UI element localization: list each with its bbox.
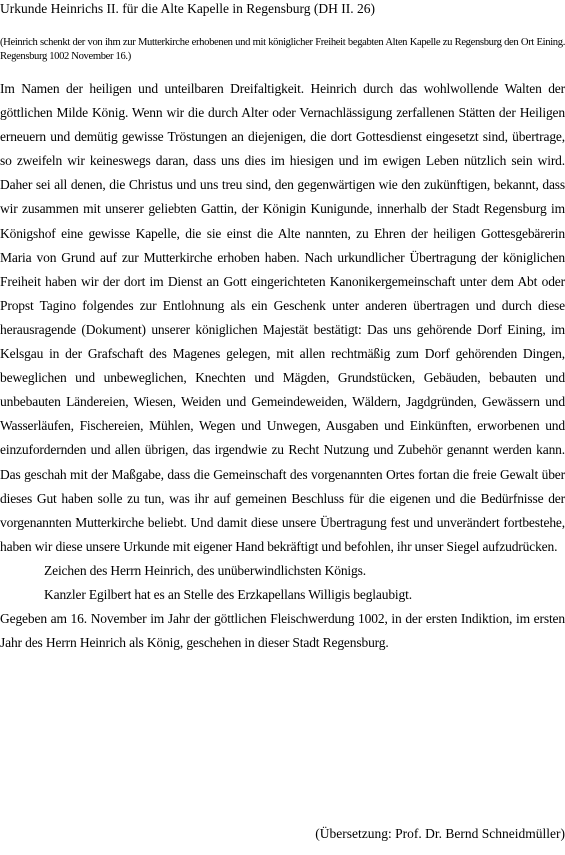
translator-credit: (Übersetzung: Prof. Dr. Bernd Schneidmüller) (315, 826, 565, 841)
dating-paragraph: Gegeben am 16. November im Jahr der göttlichen Fleischwerdung 1002, in der ersten Indiktion, im ersten Jahr des Herrn Heinrich als König, geschehen in dieser Stadt Regensburg. (0, 611, 565, 651)
document-body (0, 77, 565, 655)
document-title: Urkunde Heinrichs II. für die Alte Kapelle in Regensburg (DH II. 26) (0, 1, 376, 16)
signum-line: Zeichen des Herrn Heinrich, des unüberwindlichsten Königs. (44, 562, 366, 578)
main-paragraph: Im Namen der heiligen und unteilbaren Dreifaltigkeit. Heinrich durch das wohlwollende Walten der göttlichen Milde König. Wenn wir die durch Alter oder Vernachlässigung zerfallenen Stätten der Heiligen erneuern und demütig gewisse Tröstungen an diejenigen, die dort Gottesdienst eingesetzt sind, übertrage, so zweifeln wir keineswegs daran, dass uns dies im hiesigen und im ewigen Leben nützlich sein wird. Daher sei all denen, die Christus und uns treu sind, den gegenwärtigen wie den zukünftigen, bekannt, dass wir zusammen mit unserer geliebten Gattin, der Königin Kunigunde, innerhalb der Stadt Regensburg im Königshof eine gewisse Kapelle, die sie einst die Alte nannten, zu Ehren der heiligen Gottesgebärerin Maria von Grund auf zur Mutterkirche erhoben haben. Nach urkundlicher Übertragung der königlichen Freiheit haben wir der dort im Dienst an Gott eingerichteten Kanonikergemeinschaft unter dem Abt oder Propst Tagino folgendes zur Entlohnung als ein Geschenk unter anderen übertragen und durch diese herausragende (Dokument) unserer königlichen Majestät bestätigt: Das uns gehörende Dorf Eining, im Kelsgau in der Grafschaft des Magenes gelegen, mit allen rechtmäßig zum Dorf gehörenden Dingen, beweglichen und unbeweglichen, Knechten und Mägden, Grundstücken, Gebäuden, bebauten und unbebauten Ländereien, Wiesen, Weiden und Gemeindeweiden, Wäldern, Jagdgründen, Gewässern und Wasserläufen, Fischereien, Mühlen, Wegen und Unwegen, Ausgaben und Einkünften, erworbenen und einzufordernden und allen übrigen, das irgendwie zu Recht Nutzung und Zubehör genannt werden kann. Das geschah mit der Maßgabe, dass die Gemeinschaft des vorgenannten Ortes fortan die freie Gewalt über dieses Gut haben solle zu tun, was ihr auf gemeinen Beschluss für die eigenen und die Bedürfnisse der vorgenannten Mutterkirche beliebt. Und damit diese unsere Übertragung fest und unverändert fortbestehe, haben wir diese unsere Urkunde mit eigener Hand bekräftigt und befohlen, ihr unser Siegel aufzudrücken. (0, 81, 565, 554)
recognition-line: Kanzler Egilbert hat es an Stelle des Erzkapellans Willigis beglaubigt. (44, 586, 412, 602)
document-subtitle: (Heinrich schenkt der von ihm zur Mutterkirche erhobenen und mit königlicher Freiheit begabten Alten Kapelle zu Regensburg den Ort Eining. Regensburg 1002 November 16.) (0, 37, 565, 62)
